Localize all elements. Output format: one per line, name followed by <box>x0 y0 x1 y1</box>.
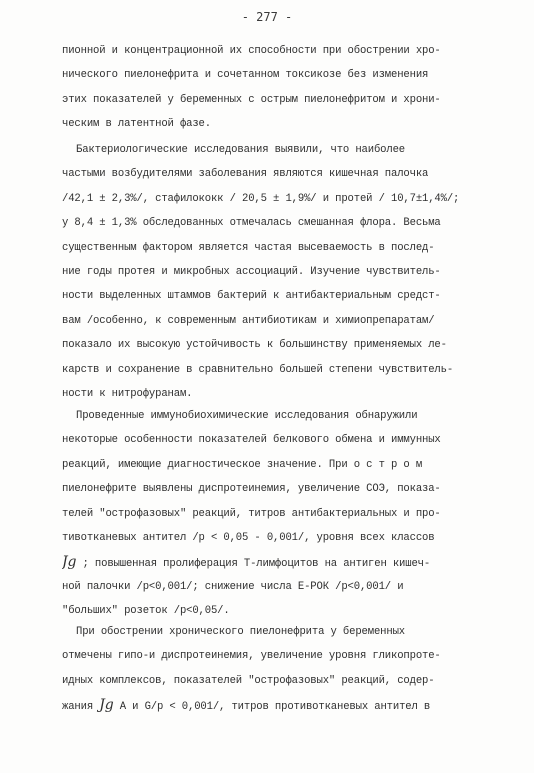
paragraph-2 <box>62 138 502 406</box>
text-line: тивотканевых антител /р < 0,05 - 0,001/, уровня всех классов <box>62 531 435 544</box>
text-line: пионной и концентрационной их способности при обострении хро- <box>62 45 441 57</box>
text-line: некоторые особенности показателей белкового обмена и иммунных <box>62 434 441 447</box>
text-span: жания <box>62 701 100 714</box>
text-line: нического пиелонефрита и сочетанном токсикозе без изменения <box>62 69 429 82</box>
paragraph-3 <box>62 404 502 624</box>
text-line: /42,1 ± 2,3%/, стафилококк / 20,5 ± 1,9%/ и протей / 10,7±1,4%/; <box>62 192 460 205</box>
text-line-with-handwriting <box>62 550 502 574</box>
text-line: ности выделенных штаммов бактерий к антибактериальным средст- <box>62 290 441 303</box>
text-line: карств и сохранение в сравнительно большей степени чувствитель- <box>62 363 454 376</box>
text-line: Бактериологические исследования выявили, что наиболее <box>76 144 405 156</box>
text-span: А и G/р < 0,001/, титров противотканевых антител в <box>113 701 431 714</box>
text-line: отмечены гипо-и диспротеинемия, увеличение уровня гликопроте- <box>62 650 441 663</box>
text-line: вам /особенно, к современным антибиотикам и химиопрепаратам/ <box>62 314 435 327</box>
handwritten-annotation: Jg <box>62 554 77 571</box>
text-line: При обострении хронического пиелонефрита у беременных <box>76 626 405 638</box>
text-line: частыми возбудителями заболевания являются кишечная палочка <box>62 168 429 181</box>
text-line-with-handwriting <box>62 693 502 717</box>
text-line: ческим в латентной фазе. <box>62 118 211 131</box>
text-line: у 8,4 ± 1,3% обследованных отмечалась смешанная флора. Весьма <box>62 217 441 230</box>
page-number: - 277 - <box>241 10 293 24</box>
text-line: телей "острофазовых" реакций, титров антибактериальных и про- <box>62 507 441 520</box>
text-line: реакций, имеющие диагностическое значение. При о с т р о м <box>62 458 423 471</box>
text-line: Проведенные иммунобиохимические исследования обнаружили <box>76 410 418 422</box>
text-line: существенным фактором является частая высеваемость в послед- <box>62 241 435 254</box>
text-line: этих показателей у беременных с острым пиелонефритом и хрони- <box>62 93 441 106</box>
paragraph-4 <box>62 620 502 718</box>
text-line: ности к нитрофуранам. <box>62 387 193 400</box>
text-line: идных комплексов, показателей "острофазовых" реакций, содер- <box>62 674 435 687</box>
text-line: ние годы протея и микробных ассоциаций. Изучение чувствитель- <box>62 265 441 278</box>
text-line: пиелонефрите выявлены диспротеинемия, увеличение СОЭ, показа- <box>62 483 441 496</box>
handwritten-annotation: Jg <box>99 697 114 714</box>
text-line: ной палочки /р<0,001/; снижение числа Е-РОК /р<0,001/ и <box>62 580 404 593</box>
paragraph-1 <box>62 39 502 137</box>
text-line: "больших" розеток /р<0,05/. <box>62 605 230 618</box>
text-span: ; повышенная пролиферация Т-лимфоцитов на антиген кишеч- <box>76 558 431 571</box>
text-line: показало их высокую устойчивость к большинству применяемых ле- <box>62 339 447 352</box>
